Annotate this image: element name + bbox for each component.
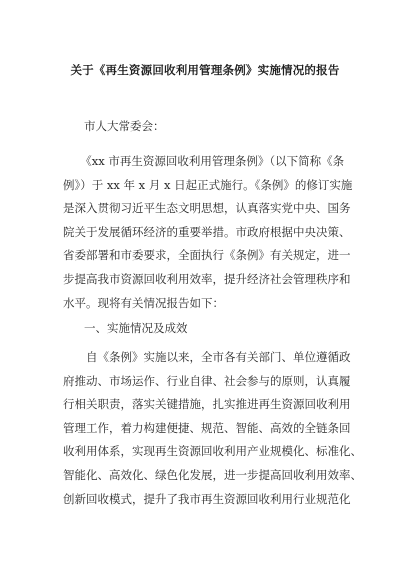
salutation: 市人大常委会： bbox=[84, 119, 165, 133]
paragraph-line: 《xx 市再生资源回收利用管理条例》（以下简称《条 bbox=[63, 154, 345, 168]
paragraph-line: 自《条例》实施以来，全市各有关部门、单位遵循政 bbox=[63, 350, 351, 364]
section-heading: 一、实施情况及成效 bbox=[84, 321, 188, 335]
paragraph-line: 府推动、市场运作、行业自律、社会参与的原则，认真履 bbox=[63, 373, 351, 388]
paragraph-line: 例》）于 xx 年 x 月 x 日起正式施行。《条例》的修订实施 bbox=[63, 177, 353, 192]
paragraph-intro bbox=[63, 150, 353, 315]
paragraph-line: 步提高我市资源回收利用效率，提升经济社会管理秩序和 bbox=[63, 271, 351, 286]
paragraph-line: 是深入贯彻习近平生态文明思想，认真落实党中央、国务 bbox=[63, 201, 351, 216]
paragraph-line: 省委部署和市委要求，全面执行《条例》有关规定，进一 bbox=[63, 248, 351, 263]
paragraph-line: 院关于发展循环经济的重要举措。市政府根据中央决策、 bbox=[63, 224, 351, 239]
paragraph-line: 创新回收模式，提升了我市再生资源回收利用行业规范化 bbox=[63, 491, 351, 506]
document-title: 关于《再生资源回收利用管理条例》实施情况的报告 bbox=[70, 63, 340, 77]
paragraph-implementation bbox=[63, 346, 362, 511]
paragraph-line: 管理工作，着力构建便捷、规范、智能、高效的全链条回 bbox=[63, 420, 351, 435]
paragraph-line: 水平。现将有关情况报告如下： bbox=[63, 295, 224, 310]
paragraph-line: 行相关职责，落实关键措施，扎实推进再生资源回收利用 bbox=[63, 397, 351, 412]
paragraph-line: 收利用体系，实现再生资源回收利用产业规模化、标准化、 bbox=[63, 444, 362, 459]
paragraph-line: 智能化、高效化、绿色化发展，进一步提高回收利用效率、 bbox=[63, 467, 362, 482]
